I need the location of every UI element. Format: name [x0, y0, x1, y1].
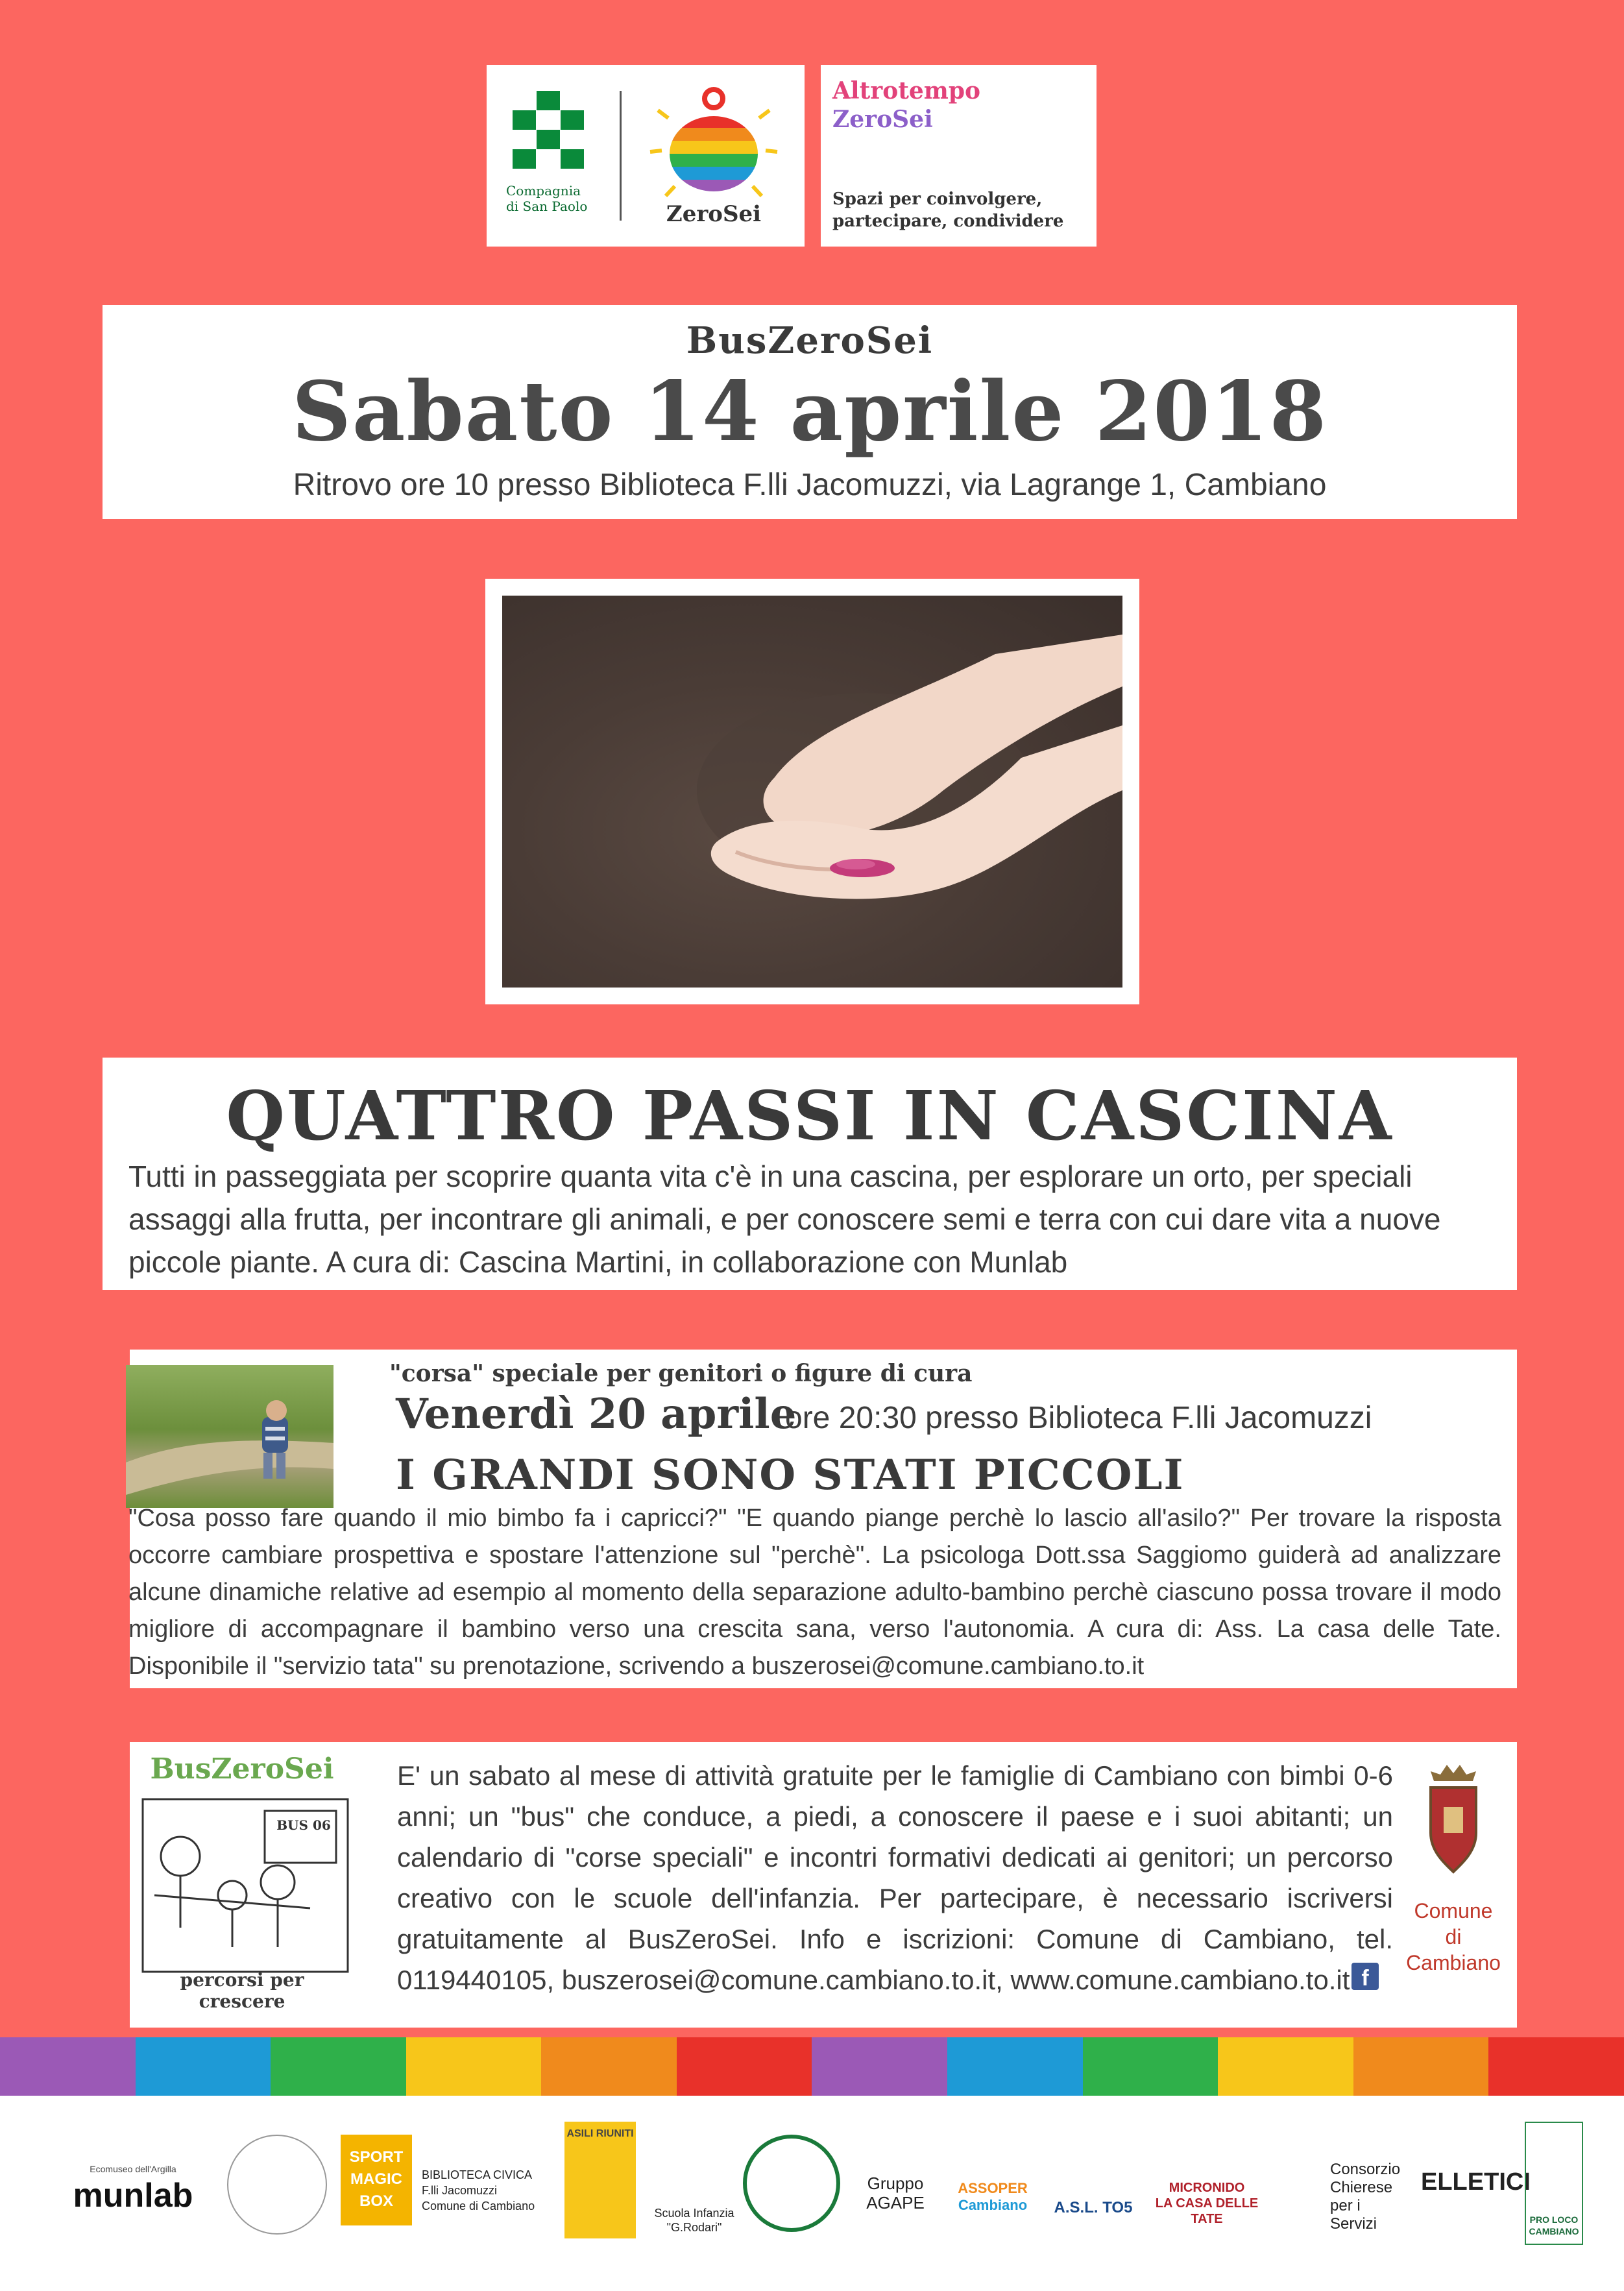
sponsor-munlab: Ecomuseo dell'Argilla munlab	[73, 2164, 193, 2214]
coat-of-arms-icon	[1421, 1762, 1486, 1878]
logo-divider	[620, 91, 622, 221]
rainbow-sun-icon	[649, 79, 779, 202]
compagnia-name: Compagnia di San Paolo	[506, 183, 588, 214]
buszerosei-logo-caption: percorsi per crescere	[180, 1969, 304, 2012]
header-box	[103, 305, 1517, 519]
sponsor-elletici: ELLETICI	[1421, 2168, 1531, 2196]
sponsor-biblioteca: BIBLIOTECA CIVICA F.lli Jacomuzzi Comune di Cambiano	[422, 2168, 535, 2212]
compagnia-zerosei-logo	[487, 65, 805, 247]
hands-illustration	[502, 596, 1122, 988]
rainbow-segment	[677, 2037, 812, 2096]
corsa-description: "Cosa posso fare quando il mio bimbo fa i capricci?" "E quando piange perchè lo lascio all'asilo?" Per trovare la risposta occorre cambiare prospettiva e spostare l'attenzione sul "perchè". La psicologa Dott.ssa Saggiomo guiderà ad analizzare alcune dinamiche relative ad esempio al momento della separazione adulto-bambino perchè ciascuno possa trovare il modo migliore di accompagnare il bambino verso una crescita sana, verso l'autonomia. A cura di: Ass. La casa delle Tate. Disponibile il "servizio tata" su prenotazione, scrivendo a buszerosei@comune.cambiano.to.it	[128, 1505, 1501, 1680]
sponsor-circolo-fotografico	[743, 2135, 840, 2232]
meeting-info: Ritrovo ore 10 presso Biblioteca F.lli Jacomuzzi, via Lagrange 1, Cambiano	[293, 468, 1327, 502]
sponsor-micronido: MICRONIDO LA CASA DELLE TATE	[1155, 2181, 1259, 2226]
rainbow-segment	[947, 2037, 1083, 2096]
sponsor-gruppo-agape: Gruppo AGAPE	[866, 2174, 925, 2212]
facebook-icon[interactable]: f	[1351, 1963, 1379, 1990]
corsa-title: I GRANDI SONO STATI PICCOLI	[396, 1451, 1185, 1499]
hands-with-seeds-photo	[502, 596, 1122, 988]
buszerosei-info-box	[130, 1742, 1517, 2028]
rainbow-segment	[406, 2037, 542, 2096]
sponsor-scuola-infanzia: Scuola Infanzia "G.Rodari"	[654, 2207, 734, 2234]
main-event-box	[103, 1058, 1517, 1290]
corsa-date: Venerdì 20 aprile	[396, 1390, 797, 1438]
corsa-time-place: ore 20:30 presso Biblioteca F.lli Jacomuzzi	[785, 1401, 1372, 1435]
comune-label: Comune di Cambiano	[1406, 1899, 1501, 1974]
child-walking-photo	[126, 1365, 333, 1508]
sponsor-logos	[45, 2109, 1590, 2271]
rainbow-segment	[812, 2037, 947, 2096]
main-event-title: QUATTRO PASSI IN CASCINA	[226, 1076, 1394, 1156]
corsa-kicker: "corsa" speciale per genitori o figure di cura	[389, 1360, 973, 1387]
altrotempo-tagline: Spazi per coinvolgere, partecipare, condividere	[832, 189, 1064, 231]
sponsor-asl-to5: A.S.L. TO5	[1054, 2199, 1133, 2216]
rainbow-segment	[1218, 2037, 1353, 2096]
buszerosei-description: E' un sabato al mese di attività gratuite per le famiglie di Cambiano con bimbi 0-6 anni; un "bus" che conduce, a piedi, a conoscere il paese e i suoi abitanti; un calendario di "corse speciali" e incontri formativi dedicati ai genitori; un percorso creativo con le scuole dell'infanzia. Per partecipare, è necessario iscriversi gratuitamente al BusZeroSei. Info e iscrizioni: Comune di Cambiano, tel. 0119440105, buszerosei@comune.cambiano.to.it, www.comune.cambiano.to.it	[397, 1760, 1393, 1995]
photo-frame	[485, 579, 1139, 1004]
rainbow-segment	[0, 2037, 136, 2096]
rainbow-segment	[1353, 2037, 1489, 2096]
rainbow-segment	[271, 2037, 406, 2096]
buszerosei-logo	[135, 1752, 349, 2012]
altrotempo-title: Altrotempo ZeroSei	[832, 77, 981, 133]
rainbow-stripe	[0, 2037, 1624, 2096]
comune-di-cambiano-logo	[1395, 1762, 1512, 2008]
zerosei-label: ZeroSei	[666, 201, 762, 227]
altrotempo-logo	[821, 65, 1097, 247]
sponsor-pro-loco: PRO LOCO CAMBIANO	[1525, 2122, 1583, 2245]
rainbow-segment	[136, 2037, 271, 2096]
sponsor-consorzio: Consorzio Chierese per i Servizi	[1330, 2161, 1401, 2233]
sponsor-drawing	[227, 2135, 327, 2235]
rainbow-segment	[1083, 2037, 1218, 2096]
bus-sign-label: BUS 06	[276, 1817, 331, 1833]
sponsor-assoper: ASSOPER Cambiano	[958, 2180, 1028, 2213]
corsa-speciale-box	[130, 1350, 1517, 1688]
child-illustration	[126, 1365, 333, 1508]
sponsor-sport-magic-box: SPORT MAGIC BOX	[341, 2135, 412, 2225]
sponsor-asili-riuniti: ASILI RIUNITI	[564, 2122, 636, 2238]
event-date: Sabato 14 aprile 2018	[291, 363, 1328, 459]
compagnia-checker-icon	[513, 91, 584, 169]
buszerosei-logo-title: BusZeroSei	[150, 1752, 334, 1786]
bus-title: BusZeroSei	[686, 319, 934, 362]
main-event-description: Tutti in passeggiata per scoprire quanta vita c'è in una cascina, per esplorare un orto, per speciali assaggi alla frutta, per incontrare gli animali, e per conoscere semi e terra con cui dare vita a nuove piccole piante. A cura di: Cascina Martini, in collaborazione con Munlab	[128, 1159, 1441, 1279]
rainbow-segment	[541, 2037, 677, 2096]
rainbow-segment	[1488, 2037, 1624, 2096]
